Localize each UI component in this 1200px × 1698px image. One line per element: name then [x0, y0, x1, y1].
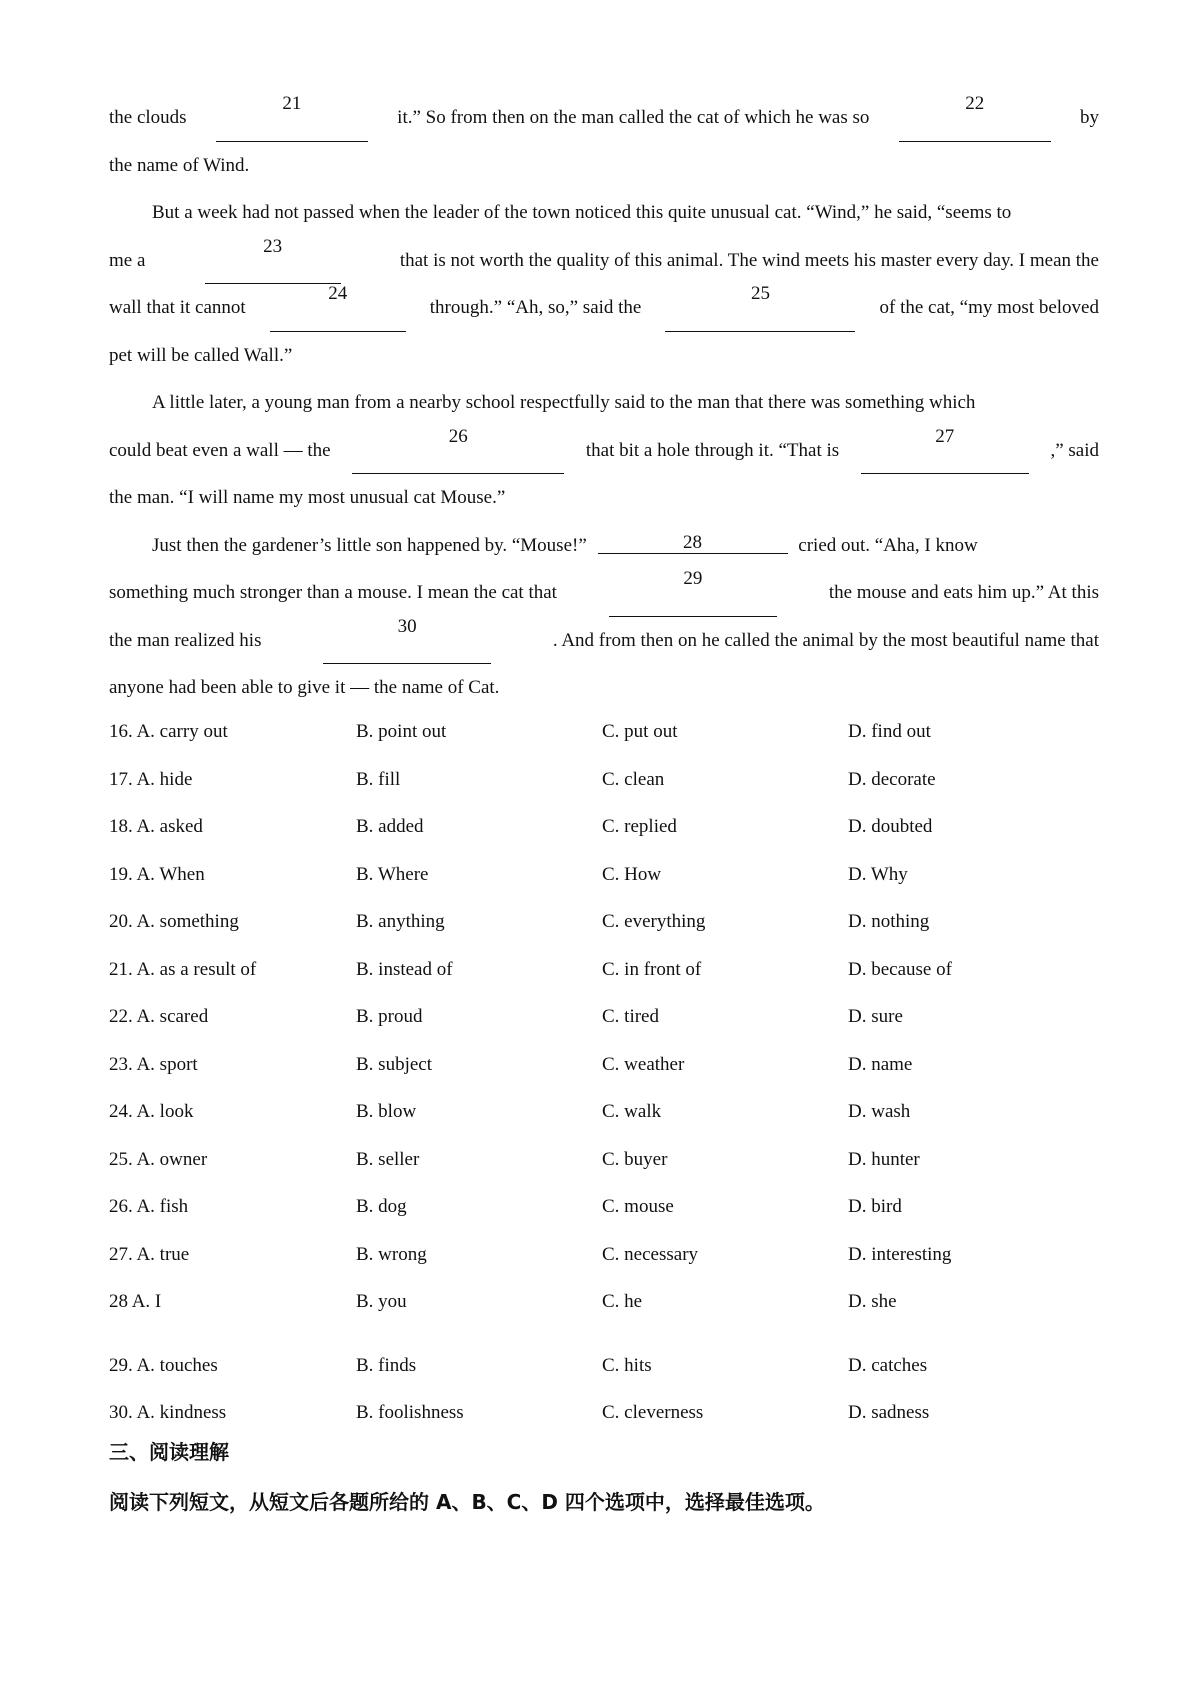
option-c: C. clean	[602, 768, 665, 790]
question-row	[109, 1342, 1099, 1390]
question-row	[109, 1278, 1099, 1326]
question-number: 30.	[109, 1402, 133, 1423]
passage-line: the name of Wind.	[109, 154, 250, 176]
passage-line: the man. “I will name my most unusual cat Mouse.”	[109, 487, 506, 508]
question-number: 26.	[109, 1196, 133, 1217]
option-b: B. added	[356, 816, 424, 837]
passage-line: wall that it cannot 24 through.” “Ah, so,” said the 25 of the cat, “my most beloved	[109, 284, 1099, 332]
blank-28: 28	[598, 533, 788, 554]
question-number: 23.	[109, 1053, 133, 1075]
option-d: D. sadness	[848, 1402, 930, 1423]
question-row	[109, 756, 1099, 804]
option-c: C. he	[602, 1291, 643, 1312]
option-d: D. hunter	[848, 1148, 920, 1170]
option-b: B. fill	[356, 768, 401, 790]
option-a	[109, 993, 208, 1041]
option-a	[109, 1278, 161, 1326]
option-d: D. she	[848, 1291, 897, 1312]
option-d: D. bird	[848, 1196, 902, 1217]
question-row	[109, 1183, 1099, 1231]
cloze-passage	[109, 94, 1099, 712]
question-number: 24.	[109, 1101, 133, 1122]
question-number: 21.	[109, 958, 133, 980]
option-a	[109, 1231, 189, 1279]
option-d: D. catches	[848, 1354, 928, 1376]
question-row	[109, 1231, 1099, 1279]
option-text: A. asked	[136, 816, 203, 837]
option-a	[109, 851, 205, 899]
passage-line: A little later, a young man from a nearby school respectfully said to the man that there was something which	[152, 392, 976, 413]
option-d: D. sure	[848, 1006, 903, 1027]
option-text: A. kindness	[136, 1402, 227, 1423]
question-row	[109, 1088, 1099, 1136]
blank-24: 24	[270, 284, 406, 332]
question-row	[109, 1041, 1099, 1089]
option-d: D. doubted	[848, 816, 933, 837]
blank-27: 27	[861, 427, 1029, 475]
option-b: B. point out	[356, 721, 447, 742]
option-d: D. wash	[848, 1101, 911, 1122]
passage-line: But a week had not passed when the leader of the town noticed this quite unusual cat. “Wind,” he said, “seems to	[152, 202, 1012, 223]
option-a	[109, 756, 192, 804]
option-c: C. put out	[602, 721, 678, 742]
option-text: A. touches	[136, 1354, 218, 1376]
question-number: 25.	[109, 1148, 133, 1170]
option-d: D. find out	[848, 721, 931, 742]
option-a	[109, 1088, 193, 1136]
option-text: A. true	[136, 1243, 190, 1265]
option-b: B. proud	[356, 1006, 423, 1027]
option-text: A. sport	[136, 1053, 198, 1075]
question-number: 22.	[109, 1006, 133, 1027]
question-number: 20.	[109, 911, 133, 932]
blank-22: 22	[899, 94, 1051, 142]
option-b: B. seller	[356, 1148, 420, 1170]
question-number: 29.	[109, 1354, 133, 1376]
passage-line: the clouds 21 it.” So from then on the man called the cat of which he was so 22 by	[109, 94, 1099, 142]
blank-23: 23	[205, 237, 341, 285]
option-text: A. carry out	[136, 721, 228, 742]
question-row	[109, 993, 1099, 1041]
question-number: 16.	[109, 721, 133, 742]
option-a	[109, 946, 256, 994]
question-row	[109, 851, 1099, 899]
blank-21: 21	[216, 94, 368, 142]
option-b: B. anything	[356, 911, 445, 932]
option-text: A. fish	[136, 1196, 189, 1217]
option-b: B. subject	[356, 1053, 432, 1075]
option-c: C. everything	[602, 911, 706, 932]
option-c: C. hits	[602, 1354, 652, 1376]
option-c: C. weather	[602, 1053, 685, 1075]
question-number: 18.	[109, 816, 133, 837]
question-row	[109, 946, 1099, 994]
option-c: C. mouse	[602, 1196, 674, 1217]
option-a	[109, 898, 239, 946]
passage-line: could beat even a wall — the 26 that bit a hole through it. “That is 27 ,” said	[109, 427, 1099, 475]
option-b: B. dog	[356, 1196, 407, 1217]
option-a	[109, 1342, 218, 1390]
option-d: D. because of	[848, 958, 952, 980]
option-d: D. Why	[848, 863, 908, 885]
passage-line: something much stronger than a mouse. I mean the cat that 29 the mouse and eats him up.” At this	[109, 569, 1099, 617]
option-text: A. When	[136, 863, 205, 885]
section-heading: 三、阅读理解	[109, 1440, 229, 1464]
option-text: A. something	[136, 911, 239, 932]
option-b: B. Where	[356, 863, 429, 885]
option-d: D. decorate	[848, 768, 936, 790]
passage-line: anyone had been able to give it — the name of Cat.	[109, 677, 500, 698]
blank-29: 29	[609, 569, 777, 617]
blank-26: 26	[352, 427, 564, 475]
option-a	[109, 803, 203, 851]
option-d: D. name	[848, 1053, 913, 1075]
option-a	[109, 1389, 226, 1437]
question-row	[109, 1389, 1099, 1437]
option-c: C. in front of	[602, 958, 702, 980]
option-d: D. interesting	[848, 1243, 952, 1265]
option-a	[109, 708, 228, 756]
option-b: B. you	[356, 1291, 407, 1312]
option-a	[109, 1041, 198, 1089]
option-b: B. blow	[356, 1101, 417, 1122]
option-c: C. tired	[602, 1006, 659, 1027]
option-text: A. scared	[136, 1006, 209, 1027]
option-b: B. instead of	[356, 958, 453, 980]
option-b: B. wrong	[356, 1243, 427, 1265]
passage-line: Just then the gardener’s little son happened by. “Mouse!” 28 cried out. “Aha, I know	[152, 531, 978, 556]
question-number: 27.	[109, 1243, 133, 1265]
question-row	[109, 898, 1099, 946]
option-b: B. foolishness	[356, 1402, 464, 1423]
option-c: C. replied	[602, 816, 677, 837]
question-row	[109, 803, 1099, 851]
passage-line: pet will be called Wall.”	[109, 344, 293, 366]
option-text: A. as a result of	[136, 958, 257, 980]
option-text: A. look	[136, 1101, 194, 1122]
question-row	[109, 1136, 1099, 1184]
option-text: A. hide	[136, 768, 193, 790]
option-c: C. walk	[602, 1101, 662, 1122]
passage-line: me a 23 that is not worth the quality of this animal. The wind meets his master every day. I mean the	[109, 237, 1099, 285]
question-number: 17.	[109, 768, 133, 790]
passage-line: the man realized his 30 . And from then on he called the animal by the most beautiful name that	[109, 617, 1099, 665]
section-instruction: 阅读下列短文，从短文后各题所给的 A、B、C、D 四个选项中，选择最佳选项。	[109, 1490, 825, 1514]
blank-25: 25	[665, 284, 855, 332]
option-text: A. I	[131, 1291, 162, 1312]
blank-30: 30	[323, 617, 491, 665]
option-text: A. owner	[136, 1148, 208, 1170]
option-c: C. cleverness	[602, 1402, 704, 1423]
question-options	[109, 708, 1099, 1437]
option-c: C. buyer	[602, 1148, 668, 1170]
option-a	[109, 1136, 207, 1184]
option-b: B. finds	[356, 1354, 417, 1376]
question-row	[109, 708, 1099, 756]
option-c: C. necessary	[602, 1243, 699, 1265]
question-number: 28	[109, 1291, 128, 1312]
question-number: 19.	[109, 863, 133, 885]
option-c: C. How	[602, 863, 662, 885]
option-d: D. nothing	[848, 911, 930, 932]
option-a	[109, 1183, 188, 1231]
